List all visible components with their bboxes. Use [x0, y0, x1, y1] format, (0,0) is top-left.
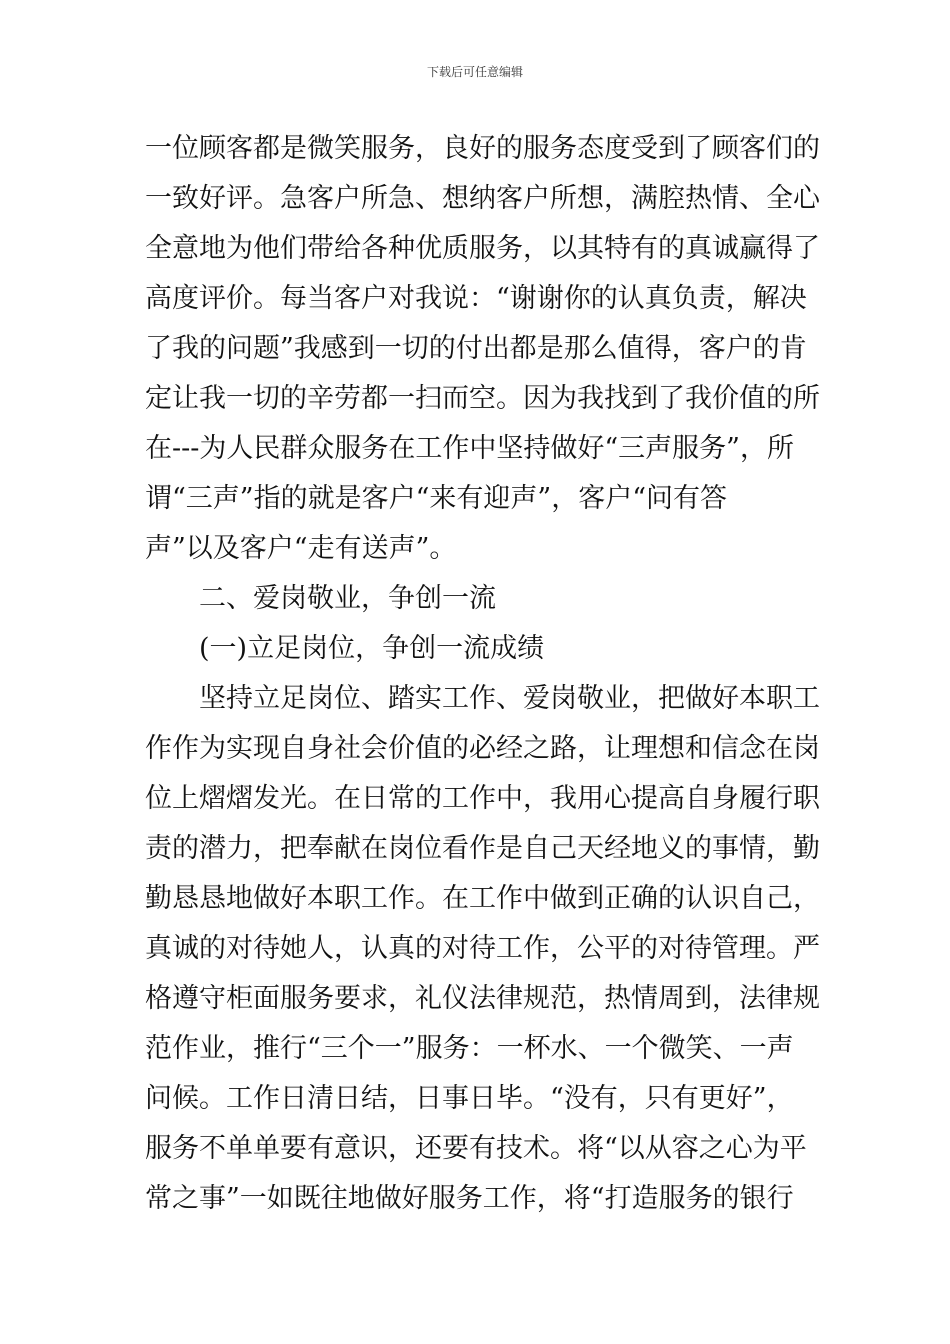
text-line: 在---为人民群众服务在工作中坚持做好“三声服务”，所	[145, 433, 794, 464]
text-line: 真诚的对待她人，认真的对待工作，公平的对待管理。严	[145, 933, 820, 964]
text-line: 一位顾客都是微笑服务，良好的服务态度受到了顾客们的	[145, 133, 820, 164]
text-line: 责的潜力，把奉献在岗位看作是自己天经地义的事情，勤	[145, 833, 820, 864]
text-line: 了我的问题”我感到一切的付出都是那么值得，客户的肯	[145, 333, 807, 364]
subsection-heading: (一)立足岗位，争创一流成绩	[199, 633, 545, 664]
text-line: 高度评价。每当客户对我说：“谢谢你的认真负责，解决	[145, 283, 807, 314]
text-line: 服务不单单要有意识，还要有技术。将“以从容之心为平	[145, 1133, 807, 1164]
text-line: 问候。工作日清日结，日事日毕。“没有，只有更好”，	[145, 1083, 794, 1114]
text-line: 位上熠熠发光。在日常的工作中，我用心提高自身履行职	[145, 783, 820, 814]
text-line: 格遵守柜面服务要求，礼仪法律规范，热情周到，法律规	[145, 983, 820, 1014]
section-heading: 二、爱岗敬业，争创一流	[199, 583, 496, 614]
text-line: 坚持立足岗位、踏实工作、爱岗敬业，把做好本职工	[199, 683, 820, 714]
text-line: 声”以及客户“走有送声”。	[145, 533, 457, 564]
text-line: 定让我一切的辛劳都一扫而空。因为我找到了我价值的所	[145, 383, 820, 414]
text-line: 作作为实现自身社会价值的必经之路，让理想和信念在岗	[145, 733, 820, 764]
text-line: 谓“三声”指的就是客户“来有迎声”，客户“问有答	[145, 483, 728, 514]
text-line: 范作业，推行“三个一”服务：一杯水、一个微笑、一声	[145, 1033, 794, 1064]
text-line: 全意地为他们带给各种优质服务，以其特有的真诚赢得了	[145, 233, 820, 264]
text-line: 常之事”一如既往地做好服务工作，将“打造服务的银行	[145, 1183, 794, 1214]
text-line: 勤恳恳地做好本职工作。在工作中做到正确的认识自己，	[145, 883, 820, 914]
text-line: 一致好评。急客户所急、想纳客户所想，满腔热情、全心	[145, 183, 820, 214]
page-header: 下载后可任意编辑	[426, 65, 523, 79]
